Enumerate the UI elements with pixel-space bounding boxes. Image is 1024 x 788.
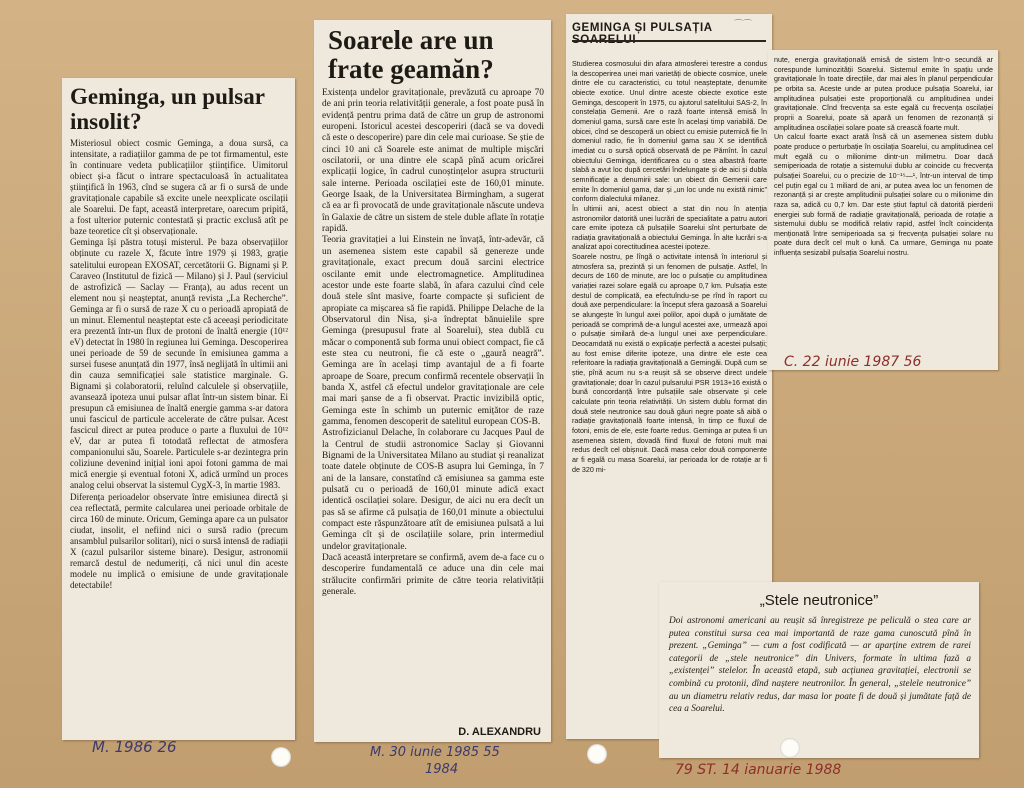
headline-rule <box>572 40 766 42</box>
handwritten-note-pulsatia: C. 22 iunie 1987 56 <box>784 354 922 370</box>
handwritten-note-stele: 79 ST. 14 ianuarie 1988 <box>675 762 842 778</box>
article-text-col2: nute, energia gravitațională emisă de sistem într-o secundă ar corespunde luminozității Soarelui. Sistemul emite în spațiu unde gravitaționale în toate direcțiile, dar mai ales în planul perpendicular pe orbita sa. Aceste unde ar putea produce pulsația Soarelui, iar amplitudinea pulsației este proporțională cu amplitudinea undei gravitaționale. Cînd frecvența sa este egală cu frecvența oscilației proprii a Soarelui, poate să apară un fenomen de rezonanță și amplitudinea oscilației solare poate să crească foarte mult. Un calcul foarte exact arată însă că un asemenea sistem dublu poate produce o perturbație în oscilația Soarelui, cu amplitudinea cel mult egală cu o milionime dintr-un milimetru. Doar dacă semiperioada de rotație a sistemului dublu ar coincide cu frecvența pulsației Soarelui, cu o precizie de 10⁻¹⁵—¹, într-un interval de timp cel puțin egal cu 1 miliard de ani, ar putea avea loc un fenomen de rezonanță și ar crește amplitudinii pulsației solare cu o milionime din raza sa, adică cu 0,7 km. Dar este știut faptul că datorită pierderii energiei sub formă de radiație gravitațională, perioada de rotație a sistemului dublu se modifică relativ rapid, astfel încît coincidența menționată între semiperioada sa și frecvența pulsației solare nu poate dura decît cel mult o lună. Ca urmare, Geminga nu poate influența sesizabil pulsația Soarelui nostru. <box>774 56 993 258</box>
headline: Soarele are un frate geamăn? <box>328 25 494 84</box>
stamp-mark: ⌒⌒ <box>733 20 752 30</box>
handwritten-year-frate: 1984 <box>425 762 459 777</box>
handwritten-note-frate: M. 30 iunie 1985 55 <box>370 745 500 760</box>
article-text: Existența undelor gravitaționale, prevăzută cu aproape 70 de ani prin teoria relativității generale, a fost poate pusă în evidență pentru prima dată de către un grup de astronomi europeni. Istoricul acestei descoperiri (dacă se va dovedi că este o descoperire) pare din cele mai curioase. Se știe de cinci 10 ani că Soarele este animat de multiple mișcări oscilatorii, or una dintre ele scapă pînă acum oricărei explicații logice, în cadrul cunoștințelor asupra structurii sale interne. Perioada oscilației este de 160,01 minute. George Isaak, de la Universitatea Birmingham, a sugerat că ea ar fi provocată de unde gravitaționale născute undeva în Galaxie de către un sistem de stele duble aflate în rotație rapidă. Teoria gravitației a lui Einstein ne învață, într-adevăr, că un asemenea sistem este capabil să genereze unde gravitaționale, exact precum două sarcini electrice oscilante emit unde electromagnetice. Amplitudinea acestor unde este foarte slabă, în afara cazului cînd cele două stele sînt masive, foarte compacte și suficient de apropiate ca mișcarea să fie rapidă. Philippe Delache de la Observatorul din Nisa, și-a îndreptat bănuielile spre Geminga (presupusul frate al Soarelui), stea dublă cu măcar o componentă sub forma unui obiect compact, fie că este stea cu neutroni, fie că este o „gaură neagră”. Geminga are în același timp avantajul de a fi foarte aproape de Soare, precum confirmă recentele observații în banda X, astfel că efectul undelor gravitaționale are cele mai mari șanse de a fi observat. Practic invizibilă optic, Geminga este în schimb un puternic emițător de raze gamma, fenomen descoperit de satelitul european COS-B. Astrofizicianul Delache, în colaborare cu Jacques Paul de la Centrul de studii astronomice Saclay și Giovanni Bignami de la Universitatea Milano au studiat și reanalizat toate datele obținute de COS-B asupra lui Geminga, în 7 ani de la lansare, constatînd că emisiunea sa gamma este pulsată cu o perioadă de 160,01 minute adică exact identică oscilației solare. Desigur, de aici nu era decît un pas să se afirme că pulsația de 160,01 minute a obiectului compact este răspunzătoare atît de emisiunea pulsată a lui Geminga cît și de oscilațiile solare, prin intermediul undelor gravitaționale. Dacă această interpretare se confirmă, avem de-a face cu o descoperire fundamentală ce aduce una din cele mai strălucite confirmări primite de către teoria relativității generale. <box>322 88 544 598</box>
clipping-geminga-pulsatia-col2 <box>768 50 998 370</box>
clipping-geminga-pulsar <box>62 78 295 740</box>
binder-hole <box>587 744 607 764</box>
article-text-col1: Studierea cosmosului din afara atmosferei terestre a condus la descoperirea unei mari varietăți de obiecte cosmice, unele dintre ele cu caracteristici, cu totul neașteptate, denumite obiecte exotice. Unul dintre aceste obiecte exotice este Geminga, descoperit în 1975, cu ajutorul satelitului SAS-2, în constelația Gemenii. Are o rază foarte intensă emisă în domeniul gama, sursă care este în același timp variabilă. De obicei, cînd se descoperă un obiect cu emisie puternică fie în domeniul radio, fie în domeniul gama sau X se identifică imediat cu o sursă optică observată de pe Pămînt. În cazul obiectului Geminga, identificarea cu o stea albastră foarte slabă a avut loc după cercetări îndelungate și de aici și dubla semnificație a denumirii sale: un obiect din Gemenii care emite în domeniul gama, dar și „un loc unde nu există nimic” conform dialectului milanez. În ultimii ani, acest obiect a stat din nou în atenția astronomilor datorită unei lucrări de specialitate a patru autori care emite ipoteza că pulsațiile Soarelui sînt perturbate de radiația gravitațională a obiectului Geminga. În alte lucrări s-a analizat apoi corectitudinea acestei ipoteze. Soarele nostru, pe lîngă o activitate intensă în interiorul și atmosfera sa, prezintă și un fenomen de pulsație. Astfel, în decurs de 160 de minute, are loc o pulsație cu amplitudinea variației razei solare egală cu aproape 0,7 km. Pulsația este destul de complicată, ea efectuîndu-se pe rînd în raport cu două axe perpendiculare: la început sfera gazoasă a Soarelui se alungește în lungul axei polilor, apoi după o jumătate de perioadă se comprimă de-a lungul acestei axe, urmează apoi o pulsație similară de-a lungul unei axe perpendiculare. Deocamdată nu există o explicație perfectă a acestei pulsații; au fost emise diferite ipoteze, una dintre ele este cea referitoare la radiația gravitațională a Gemingăi. După cum se știe, pînă acum nu s-a reușit să se observe direct undele gravitaționale; doar în cazul pulsarului PSR 1913+16 există o bună concordanță între pulsațiile sale observate și cele calculate prin teoria relativității. Un sistem dublu format din două stele neutronice sau două găuri negre poate să aibă o radiație gravitațională foarte intensă, în timp ce fluxul de fotoni, emis de ele, este foarte redus. Geminga ar putea fi un asemenea sistem, dovadă fiind fluxul de fotoni mult mai redus decît cel obișnuit. Dacă masa celor două componente ar fi egală cu masa Soarelui, iar perioada lor de rotație ar fi de 320 mi- <box>572 60 767 474</box>
author-byline: D. ALEXANDRU <box>458 726 541 738</box>
binder-hole <box>780 738 800 758</box>
binder-hole <box>271 747 291 767</box>
handwritten-note-geminga: M. 1986 26 <box>92 738 177 756</box>
article-text: Doi astronomi americani au reușit să înregistreze pe peliculă o stea care ar putea constitui sursa cea mai importantă de raze gama cunoscută pînă în prezent. „Geminga” — cum a fost codificată — ar aparține extrem de rarei categorii de „stele neutronice” din Univers, formate în ultima fază a „existenței” stelelor. În această etapă, sub acțiunea gravitației, electronii se combină cu protonii, dînd naștere neutronilor. În general, „stelele neutronice” au un diametru relativ redus, dar masa lor poate fi de două și jumătate față de cea a Soarelui. <box>669 616 971 715</box>
headline: „Stele neutronice” <box>759 592 879 609</box>
clipping-stele-neutronice <box>659 582 979 758</box>
headline: Geminga, un pulsar insolit? <box>70 84 265 134</box>
headline: GEMINGA ȘI PULSAȚIA <box>572 22 713 34</box>
article-text: Misteriosul obiect cosmic Geminga, a doua sursă, ca intensitate, a radiațiilor gamma de pe tot firmamentul, este în continuare vedeta publicațiilor științifice. Uimitorul obiect și-a făcut o intrare spectaculoasă în actualitatea științifică în 1963, cînd se sugera că ar fi o sursă de unde gravitaționale capabile să excite unele neexplicate oscilații ale Soarelui. De fapt, această interpretare, oarecum pripită, a fost ulterior puternic contestată și practic exclusă atît pe baze teoretice cît și observaționale. Geminga își păstra totuși misterul. Pe baza observațiilor obținute cu razele X, făcute între 1979 și 1983, grație satelitului european EXOSAT, cercetătorii G. Bignami și P. Caraveo (Institutul de fizică — Milano) și J. Paul (serviciul de astrofizică — Saclay — Franța), au adus recent un element nou și neașteptat, anunță revista „La Recherche”. Geminga ar fi o sursă de raze X cu o perioadă apropiată de un minut. Elementul neașteptat este că aceeași periodicitate era prezentă într-un flux de protoni de înaltă energie (10¹² eV) detectat în 1980 în regiunea lui Geminga. Descoperirea unei perioade de 59 de secunde în emisiunea gamma a sursei fusese anunțată din 1977, însă neglijată în ultimii ani din cauza semnificației sale statistice marginale. G. Bignami și colaboratorii, reluînd calculele și observațiile, avansează ipoteza unui pulsar aflat într-un sistem binar. Ei presupun că emisiunea de înaltă energie gamma s-ar datora unui fascicul de particule accelerate de către pulsar. Acest fascicul direct ar putea produce o parte a fluxului de 10¹² eV, dar ar putea fi totodată reflectat de atmosfera companionului său, Soarele. Particulele s-ar dezintegra prin coliziune devenind inițial ioni apoi fotoni gamma de mai mică energie și eventual fotoni X, adică urmînd un proces analog celui observat la sistemul CygX-3, în martie 1983. Diferența perioadelor observate între emisiunea directă și cea reflectată, permite calcularea unei perioade orbitale de circa 160 de minute. Oricum, Geminga apare ca un pulsator ciudat, insolit, el nefiind nici o sursă radio (precum ansamblul pulsarilor solitari), nici o sursă intensă de radiații X (cazul pulsarilor sisteme binare). Desigur, astronomii remarcă destul de nedumeriți, că nici unul din aceste modele nu implică o emisiune de unde gravitaționale detectabile! <box>70 138 288 590</box>
clipping-soarele-frate <box>314 20 551 742</box>
